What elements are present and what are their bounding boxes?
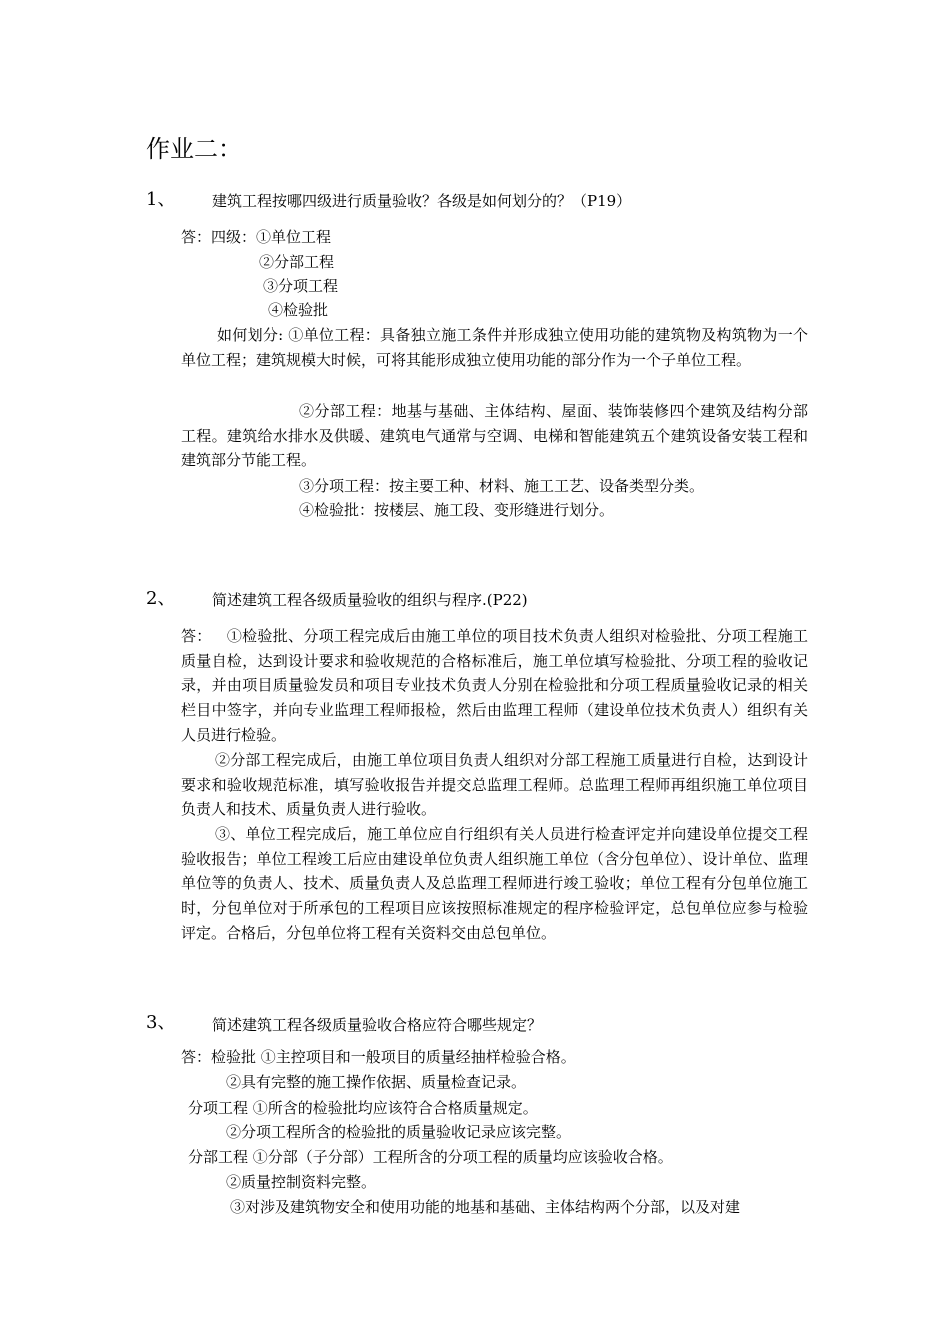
q2-answer-subsection <box>181 748 808 822</box>
q3-subsection-rule-2: ②质量控制资料完整。 <box>226 1173 377 1191</box>
q1-division-batch: ④检验批：按楼层、施工段、变形缝进行划分。 <box>299 501 615 519</box>
question-2-text: 简述建筑工程各级质量验收的组织与程序.(P22) <box>212 591 528 609</box>
q1-level-4: ④检验批 <box>268 301 329 319</box>
q3-item-rule-1: 分项工程 ①所含的检验批均应该符合合格质量规定。 <box>188 1099 538 1117</box>
question-3-text: 简述建筑工程各级质量验收合格应符合哪些规定？ <box>212 1016 543 1034</box>
q3-batch-rule-1: 答：检验批 ①主控项目和一般项目的质量经抽样检验合格。 <box>181 1048 576 1066</box>
q1-division-subsection <box>181 399 808 473</box>
question-1-text: 建筑工程按哪四级进行质量验收？各级是如何划分的？（P19） <box>212 192 632 210</box>
q1-division-subsection-text: ②分部工程：地基与基础、主体结构、屋面、装饰装修四个建筑及结构分部工程。建筑给水排水及供暖、建筑电气通常与空调、电梯和智能建筑五个建筑设备安装工程和建筑部分节能工程。 <box>181 402 808 470</box>
q3-subsection-rule-3: ③对涉及建筑物安全和使用功能的地基和基础、主体结构两个分部，以及对建 <box>230 1198 741 1216</box>
q1-division-item: ③分项工程：按主要工种、材料、施工工艺、设备类型分类。 <box>299 477 705 495</box>
q2-answer-batch <box>181 624 808 748</box>
q1-level-3: ③分项工程 <box>263 277 339 295</box>
q2-answer-batch-text: 答： ①检验批、分项工程完成后由施工单位的项目技术负责人组织对检验批、分项工程施工质量自检，达到设计要求和验收规范的合格标准后，施工单位填写检验批、分项工程的验收记录，并由项目质量验发员和项目专业技术负责人分别在检验批和分项工程质量验收记录的相关栏目中签字，并向专业监理工程师报检，然后由监理工程师（建设单位技术负责人）组织有关人员进行检验。 <box>181 627 808 744</box>
question-2-number: 2、 <box>146 588 176 609</box>
q1-division-unit <box>181 323 808 372</box>
question-3-number: 3、 <box>146 1012 176 1033</box>
q3-subsection-rule-1: 分部工程 ①分部（子分部）工程所含的分项工程的质量均应该验收合格。 <box>188 1148 673 1166</box>
page-title: 作业二： <box>146 135 242 163</box>
q2-answer-unit <box>181 822 808 946</box>
q2-answer-unit-text: ③、单位工程完成后，施工单位应自行组织有关人员进行检查评定并向建设单位提交工程验收报告；单位工程竣工后应由建设单位负责人组织施工单位（含分包单位）、设计单位、监理单位等的负责人、技术、质量负责人及总监理工程师进行竣工验收；单位工程有分包单位施工时，分包单位对于所承包的工程项目应该按照标准规定的程序检验评定，总包单位应参与检验评定。合格后，分包单位将工程有关资料交由总包单位。 <box>181 825 808 942</box>
question-1-number: 1、 <box>146 189 176 210</box>
q3-item-rule-2: ②分项工程所含的检验批的质量验收记录应该完整。 <box>226 1123 572 1141</box>
q3-batch-rule-2: ②具有完整的施工操作依据、质量检查记录。 <box>226 1073 527 1091</box>
q1-level-2: ②分部工程 <box>259 253 335 271</box>
q1-division-unit-text: 如何划分: ①单位工程：具备独立施工条件并形成独立使用功能的建筑物及构筑物为一个单位工程；建筑规模大时候，可将其能形成独立使用功能的部分作为一个子单位工程。 <box>181 326 808 369</box>
q2-answer-subsection-text: ②分部工程完成后，由施工单位项目负责人组织对分部工程施工质量进行自检，达到设计要求和验收规范标准，填写验收报告并提交总监理工程师。总监理工程师再组织施工单位项目负责人和技术、质量负责人进行验收。 <box>181 751 808 819</box>
q1-answer-levels: 答：四级：①单位工程 <box>181 228 332 246</box>
